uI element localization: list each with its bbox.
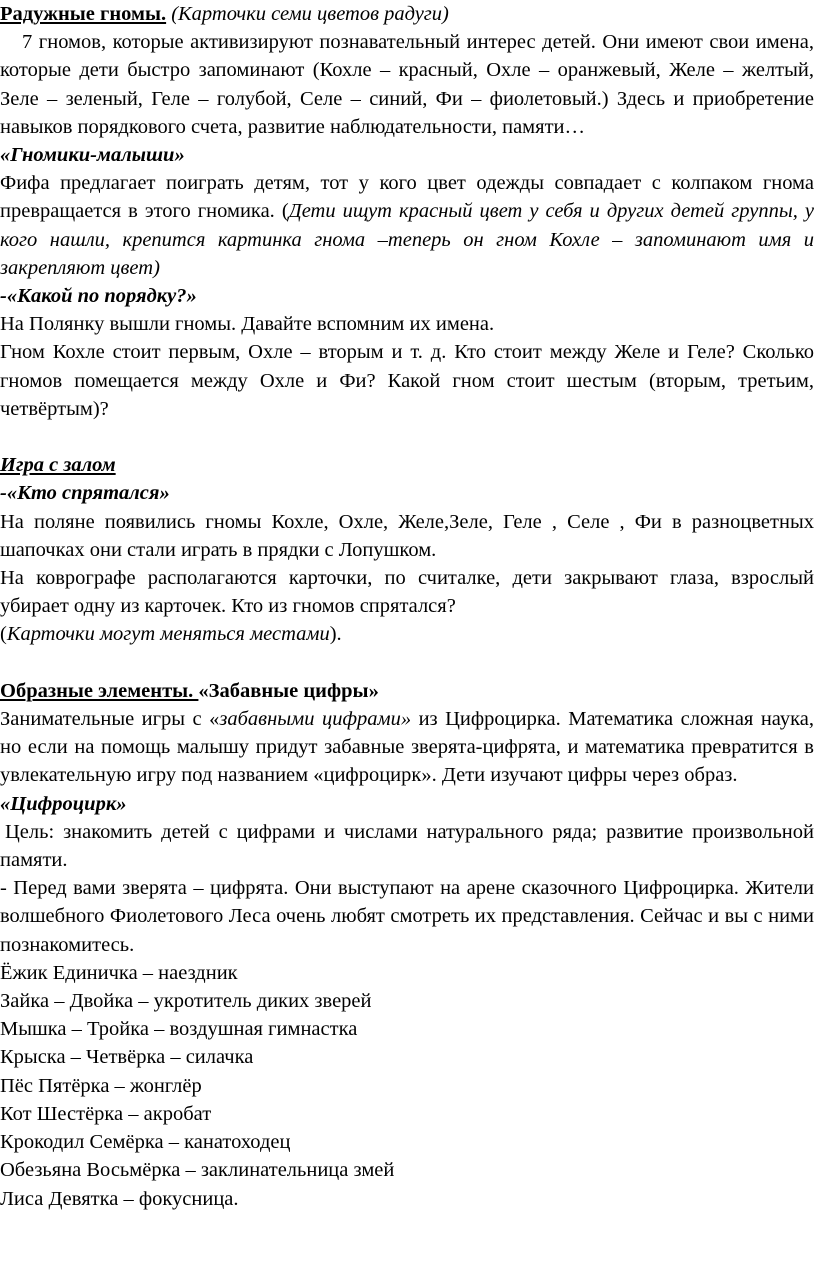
- game-title: -«Кто спрятался»: [0, 482, 170, 505]
- section-subtitle: (Карточки семи цветов радуги): [166, 3, 449, 25]
- list-item: Крыска – Четвёрка – силачка: [0, 1046, 254, 1069]
- list-item: Обезьяна Восьмёрка – заклинательница змей: [0, 1159, 395, 1182]
- note: [0, 620, 814, 648]
- section-heading-rest: «Забавные цифры»: [198, 679, 379, 702]
- paragraph: - Перед вами зверята – цифрята. Они выступают на арене сказочного Цифроцирка. Жители волшебного Фиолетового Леса очень любят смотреть их представления. Сейчас и вы с ними познакомитесь.: [0, 877, 814, 956]
- list-item: Пёс Пятёрка – жонглёр: [0, 1074, 202, 1097]
- paragraph: 7 гномов, которые активизируют познавательный интерес детей. Они имеют свои имена, которые дети быстро запоминают (Кохле – красный, Охле – оранжевый, Желе – желтый, Зеле – зеленый, Геле – голубой, Селе – синий, Фи – фиолетовый.) Здесь и приобретение навыков порядкового счета, развитие наблюдательности, памяти…: [0, 31, 814, 138]
- animal-digit-list: [0, 959, 814, 1213]
- list-item: Мышка – Тройка – воздушная гимнастка: [0, 1018, 358, 1041]
- list-item: Кот Шестёрка – акробат: [0, 1102, 212, 1125]
- paragraph: На коврографе располагаются карточки, по считалке, дети закрывают глаза, взрослый убирает одну из карточек. Кто из гномов спрятался?: [0, 567, 814, 618]
- spacer: [0, 423, 814, 451]
- paragraph-text: Фифа предлагает поиграть детям, тот у кого цвет одежды совпадает с колпаком гнома превращается в этого гномика. (: [0, 172, 814, 223]
- section-heading: Игра с залом: [0, 454, 116, 477]
- paragraph-text: Занимательные игры с «: [0, 708, 220, 731]
- paragraph: На поляне появились гномы Кохле, Охле, Желе,Зеле, Геле , Селе , Фи в разноцветных шапочках они стали играть в прядки с Лопушком.: [0, 510, 814, 561]
- list-item: Крокодил Семёрка – канатоходец: [0, 1131, 291, 1154]
- paragraph-italic-text: забавными цифрами»: [219, 708, 412, 731]
- note-italic-text: Карточки могут меняться местами: [6, 623, 330, 646]
- game-title: «Цифроцирк»: [0, 792, 127, 815]
- spacer: [0, 649, 814, 677]
- paragraph: На Полянку вышли гномы. Давайте вспомним их имена.: [0, 313, 495, 336]
- paragraph-italic-text: Дети ищут красный цвет у себя и других детей группы, у кого нашли, крепится картинка гнома –теперь он гном Кохле – запоминают имя и закрепляют цвет): [0, 200, 815, 279]
- list-item: Зайка – Двойка – укротитель диких зверей: [0, 990, 372, 1013]
- note-open: (: [0, 623, 7, 646]
- section-heading: Образные элементы.: [0, 679, 199, 702]
- paragraph: Цель: знакомить детей с цифрами и числами натурального ряда; развитие произвольной памяти.: [0, 820, 814, 872]
- paragraph: Гном Кохле стоит первым, Охле – вторым и т. д. Кто стоит между Желе и Геле? Сколько гномов помещается между Охле и Фи? Какой гном стоит шестым (вторым, третьим, четвёртым)?: [0, 341, 814, 420]
- game-title: «Гномики-малыши»: [0, 144, 185, 167]
- game-title: -«Какой по порядку?»: [0, 285, 197, 308]
- section-rainbow-gnomes-header: [0, 0, 814, 28]
- paragraph: [0, 169, 814, 282]
- note-close: ).: [329, 623, 342, 646]
- list-item: Лиса Девятка – фокусница.: [0, 1187, 239, 1210]
- list-item: Ёжик Единичка – наездник: [0, 961, 238, 984]
- section-funny-digits-header: [0, 677, 814, 705]
- paragraph: [0, 705, 814, 790]
- section-heading: Радужные гномы.: [0, 3, 167, 25]
- paragraph-text: из Цифроцирка. Математика сложная наука, но если на помощь малышу придут забавные зверята-цифрята, и математика превратится в увлекательную игру под названием «цифроцирк». Дети изучают цифры через образ.: [0, 708, 814, 787]
